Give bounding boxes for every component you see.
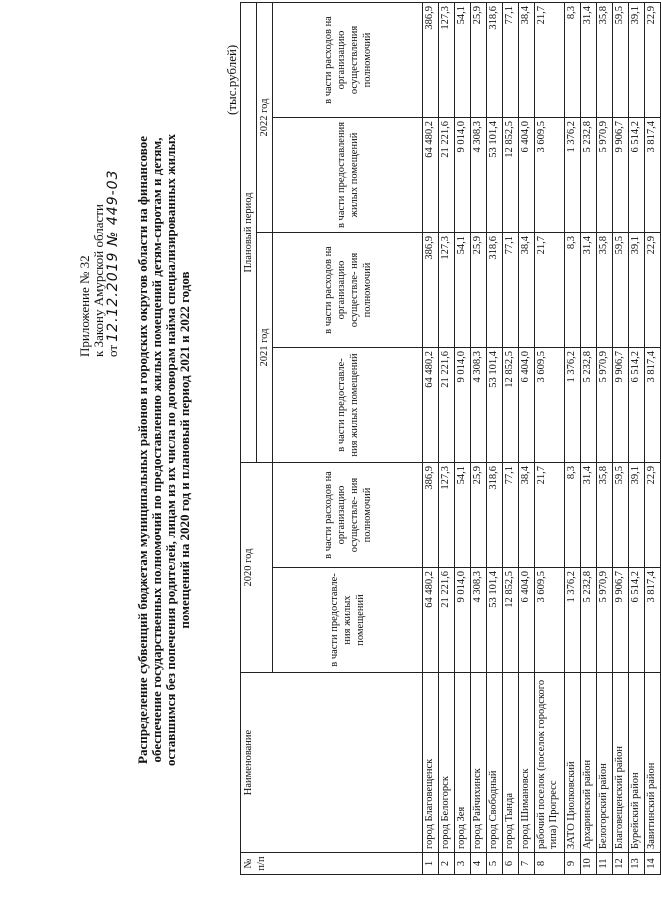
row-number: 5 [487, 853, 503, 875]
value-provision-2021: 53 101,4 [487, 348, 503, 463]
document-title [136, 15, 192, 885]
value-provision-2022: 21 221,6 [439, 118, 455, 233]
table-row [487, 3, 503, 875]
value-provision-2020: 6 514,2 [629, 568, 645, 673]
row-name: город Благовещенск [423, 673, 439, 853]
value-provision-2021: 9 906,7 [613, 348, 629, 463]
row-name: Благовещенский район [613, 673, 629, 853]
row-number: 7 [519, 853, 535, 875]
value-expenses-2022: 386,9 [423, 3, 439, 118]
value-provision-2022: 64 480,2 [423, 118, 439, 233]
table-row [565, 3, 581, 875]
row-name: Архаринский район [581, 673, 597, 853]
value-expenses-2021: 35,8 [597, 233, 613, 348]
value-provision-2021: 4 308,3 [471, 348, 487, 463]
row-number: 14 [645, 853, 661, 875]
value-expenses-2022: 39,1 [629, 3, 645, 118]
value-expenses-2020: 318,6 [487, 463, 503, 568]
value-expenses-2022: 22,9 [645, 3, 661, 118]
row-number: 13 [629, 853, 645, 875]
row-number: 4 [471, 853, 487, 875]
row-number: 2 [439, 853, 455, 875]
row-number: 8 [535, 853, 565, 875]
row-name: город Свободный [487, 673, 503, 853]
value-expenses-2020: 59,5 [613, 463, 629, 568]
table-row [423, 3, 439, 875]
header-expenses-2022: в части расходов на организацию осуществления полномочий [273, 3, 423, 118]
value-expenses-2021: 38,4 [519, 233, 535, 348]
value-provision-2021: 3 817,4 [645, 348, 661, 463]
value-provision-2020: 3 817,4 [645, 568, 661, 673]
value-provision-2021: 9 014,0 [455, 348, 471, 463]
value-expenses-2021: 22,9 [645, 233, 661, 348]
value-expenses-2021: 318,6 [487, 233, 503, 348]
value-expenses-2020: 54,1 [455, 463, 471, 568]
value-expenses-2022: 31,4 [581, 3, 597, 118]
row-number: 1 [423, 853, 439, 875]
value-expenses-2022: 127,3 [439, 3, 455, 118]
header-year-2020: 2020 год [241, 463, 273, 673]
value-provision-2021: 21 221,6 [439, 348, 455, 463]
value-provision-2022: 6 514,2 [629, 118, 645, 233]
value-provision-2022: 6 404,0 [519, 118, 535, 233]
value-provision-2020: 3 609,5 [535, 568, 565, 673]
header-name: Наименование [241, 673, 423, 853]
value-provision-2021: 1 376,2 [565, 348, 581, 463]
title-line-2: обеспечение государственных полномочий по предоставлению жилых помещений детям-сиротам и детям, [149, 137, 164, 763]
value-provision-2022: 9 906,7 [613, 118, 629, 233]
value-provision-2020: 9 014,0 [455, 568, 471, 673]
row-name: Завитинский район [645, 673, 661, 853]
value-provision-2021: 64 480,2 [423, 348, 439, 463]
value-provision-2022: 9 014,0 [455, 118, 471, 233]
value-expenses-2021: 59,5 [613, 233, 629, 348]
value-expenses-2022: 59,5 [613, 3, 629, 118]
value-provision-2022: 53 101,4 [487, 118, 503, 233]
value-provision-2020: 5 232,8 [581, 568, 597, 673]
table-row [645, 3, 661, 875]
row-name: город Райчихинск [471, 673, 487, 853]
value-provision-2021: 5 232,8 [581, 348, 597, 463]
value-expenses-2020: 39,1 [629, 463, 645, 568]
value-provision-2020: 53 101,4 [487, 568, 503, 673]
row-name: город Тында [503, 673, 519, 853]
value-expenses-2020: 31,4 [581, 463, 597, 568]
header-year-2022: 2022 год [257, 3, 273, 233]
title-line-1: Распределение субвенций бюджетам муниципальных районов и городских округов области на финансовое [135, 136, 150, 764]
value-expenses-2020: 127,3 [439, 463, 455, 568]
header-planned-period: Плановый период [241, 3, 257, 463]
value-expenses-2021: 8,3 [565, 233, 581, 348]
value-provision-2022: 1 376,2 [565, 118, 581, 233]
row-name: Бурейский район [629, 673, 645, 853]
subsidy-table-grid [240, 2, 661, 875]
value-provision-2020: 1 376,2 [565, 568, 581, 673]
table-row [629, 3, 645, 875]
value-provision-2022: 4 308,3 [471, 118, 487, 233]
annex-date-line [106, 17, 120, 357]
value-provision-2021: 5 970,9 [597, 348, 613, 463]
header-expenses-2021: в части расходов на организацию осуществле- ния полномочий [273, 233, 423, 348]
annex-header [78, 17, 120, 357]
value-expenses-2022: 8,3 [565, 3, 581, 118]
subsidy-table [240, 3, 657, 875]
value-expenses-2022: 21,7 [535, 3, 565, 118]
value-expenses-2022: 35,8 [597, 3, 613, 118]
value-expenses-2020: 21,7 [535, 463, 565, 568]
header-provision-2021: в части предоставле- ния жилых помещений [273, 348, 423, 463]
value-expenses-2021: 21,7 [535, 233, 565, 348]
value-expenses-2021: 39,1 [629, 233, 645, 348]
title-line-3: оставшимся без попечения родителей, лицам из их числа по договорам найма специализированных жилых [163, 133, 178, 767]
value-expenses-2020: 386,9 [423, 463, 439, 568]
row-number: 12 [613, 853, 629, 875]
row-name: город Зея [455, 673, 471, 853]
value-provision-2022: 5 232,8 [581, 118, 597, 233]
value-expenses-2021: 31,4 [581, 233, 597, 348]
value-provision-2022: 3 609,5 [535, 118, 565, 233]
value-expenses-2021: 25,9 [471, 233, 487, 348]
value-provision-2021: 12 852,5 [503, 348, 519, 463]
row-number: 10 [581, 853, 597, 875]
value-expenses-2020: 8,3 [565, 463, 581, 568]
units-label: (тыс.рублей) [224, 44, 239, 115]
annex-date-prefix: от [105, 344, 120, 357]
annex-number: Приложение № 32 [77, 255, 92, 357]
value-provision-2021: 6 404,0 [519, 348, 535, 463]
table-row [581, 3, 597, 875]
row-name: город Шимановск [519, 673, 535, 853]
row-name: ЗАТО Циолковский [565, 673, 581, 853]
value-provision-2022: 3 817,4 [645, 118, 661, 233]
value-expenses-2021: 386,9 [423, 233, 439, 348]
header-provision-2020: в части предоставле- ния жилых помещений [273, 568, 423, 673]
row-name: рабочий поселок (поселок городского типа) Прогресс [535, 673, 565, 853]
value-provision-2020: 9 906,7 [613, 568, 629, 673]
value-expenses-2022: 54,1 [455, 3, 471, 118]
value-provision-2020: 21 221,6 [439, 568, 455, 673]
handwritten-date-number: 12.12.2019 № 449-03 [105, 169, 121, 342]
value-expenses-2022: 77,1 [503, 3, 519, 118]
value-provision-2020: 6 404,0 [519, 568, 535, 673]
value-expenses-2020: 22,9 [645, 463, 661, 568]
value-provision-2022: 5 970,9 [597, 118, 613, 233]
value-provision-2022: 12 852,5 [503, 118, 519, 233]
header-provision-2022: в части предоставления жилых помещений [273, 118, 423, 233]
value-provision-2020: 12 852,5 [503, 568, 519, 673]
header-number: № п/п [241, 853, 423, 875]
value-expenses-2020: 25,9 [471, 463, 487, 568]
table-row [503, 3, 519, 875]
table-row [439, 3, 455, 875]
row-name: город Белогорск [439, 673, 455, 853]
value-expenses-2021: 127,3 [439, 233, 455, 348]
row-number: 6 [503, 853, 519, 875]
annex-law: к Закону Амурской области [91, 204, 106, 357]
value-provision-2020: 4 308,3 [471, 568, 487, 673]
value-provision-2021: 6 514,2 [629, 348, 645, 463]
value-expenses-2020: 35,8 [597, 463, 613, 568]
value-provision-2021: 3 609,5 [535, 348, 565, 463]
value-expenses-2020: 38,4 [519, 463, 535, 568]
row-name: Белогорский район [597, 673, 613, 853]
value-expenses-2022: 25,9 [471, 3, 487, 118]
value-provision-2020: 64 480,2 [423, 568, 439, 673]
title-line-4: помещений на 2020 год и плановый период 2021 и 2022 годов [177, 271, 192, 629]
row-number: 9 [565, 853, 581, 875]
row-number: 11 [597, 853, 613, 875]
table-row [597, 3, 613, 875]
value-provision-2020: 5 970,9 [597, 568, 613, 673]
value-expenses-2021: 77,1 [503, 233, 519, 348]
value-expenses-2022: 38,4 [519, 3, 535, 118]
table-row [519, 3, 535, 875]
header-expenses-2020: в части расходов на организацию осуществле- ния полномочий [273, 463, 423, 568]
table-row [535, 3, 565, 875]
table-row [471, 3, 487, 875]
header-year-2021: 2021 год [257, 233, 273, 463]
value-expenses-2020: 77,1 [503, 463, 519, 568]
row-number: 3 [455, 853, 471, 875]
value-expenses-2022: 318,6 [487, 3, 503, 118]
value-expenses-2021: 54,1 [455, 233, 471, 348]
table-row [455, 3, 471, 875]
table-row [613, 3, 629, 875]
